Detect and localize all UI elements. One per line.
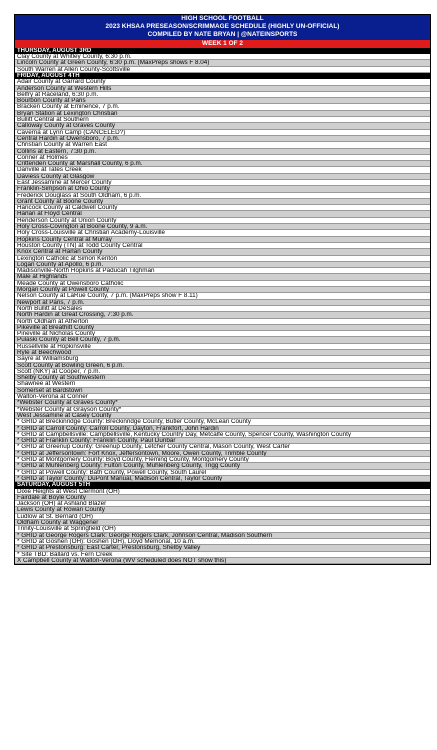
- week-banner: WEEK 1 OF 2: [15, 40, 430, 48]
- game-row: * GRID at Campbellsville: Campbellsville, Kentucky Country Day, Metcalfe County, Spencer County, Washington County: [15, 432, 430, 438]
- game-row: Meade County at Owensboro Catholic: [15, 281, 430, 287]
- game-row: * GRID at Franklin County: Franklin County, Paul Dunbar: [15, 438, 430, 444]
- game-row: Morgan County at Powell County: [15, 287, 430, 293]
- game-row: * Site TBD: Ballard vs. Fern Creek: [15, 552, 430, 558]
- game-row: Frederick Douglass at South Oldham, 6 p.m.: [15, 193, 430, 199]
- game-row: Calloway County at Graves County: [15, 123, 430, 129]
- game-row: North Oldham at Atherton: [15, 319, 430, 325]
- game-row: Madisonville-North Hopkins at Paducah Tilghman: [15, 268, 430, 274]
- game-row: Russellville at Hopkinsville: [15, 344, 430, 350]
- game-row: *Webster County at Grayson County*: [15, 407, 430, 413]
- game-row: Nelson County at LaRue County, 7 p.m. (MaxPreps show F 8.11): [15, 293, 430, 299]
- game-row: * GRID at Breckinridge County: Breckinridge County, Butler County, McLean County: [15, 419, 430, 425]
- game-row: Bracken County at Eminence, 7 p.m.: [15, 104, 430, 110]
- game-row: * GRID at Greenup County: Greenup County, Letcher County Central, Mason County, West Carter: [15, 444, 430, 450]
- game-row: Hancock County at Caldwell County: [15, 205, 430, 211]
- game-row: * GRID at Prestonsburg: East Carter, Prestonsburg, Shelby Valley: [15, 545, 430, 551]
- game-row: * GRID at Goshen (OH): Goshen (OH), Lloyd Memorial, 10 a.m.: [15, 539, 430, 545]
- game-row: Logan County at Apollo, 6 p.m.: [15, 262, 430, 268]
- game-row: Belfry at Raceland, 6:30 p.m.: [15, 92, 430, 98]
- game-row: North Bullitt at DeSales: [15, 306, 430, 312]
- game-row: Clay County at Whitley County, 6:30 p.m.: [15, 54, 430, 60]
- game-row: Bourbon County at Paris: [15, 98, 430, 104]
- game-row: Walton-Verona at Conner: [15, 394, 430, 400]
- game-row: East Jessamine at Mercer County: [15, 180, 430, 186]
- schedule-days: [15, 48, 430, 564]
- header-subtitle: 2023 KHSAA PRESEASON/SCRIMMAGE SCHEDULE (HIGHLY UN-OFFICIAL): [15, 23, 430, 31]
- game-row: Collins at Eastern, 7:30 p.m.: [15, 149, 430, 155]
- header-credit: COMPILED BY NATE BRYAN | @NATEINSPORTS: [15, 31, 430, 39]
- game-row: * GRID at George Rogers Clark: George Rogers Clark, Johnson Central, Madison Southern: [15, 533, 430, 539]
- game-row: Henderson County at Union County: [15, 218, 430, 224]
- game-row: North Hardin at Great Crossing, 7:30 p.m.: [15, 312, 430, 318]
- game-row: Bullitt Central at Southern: [15, 117, 430, 123]
- game-row: Sayre at Williamsburg: [15, 356, 430, 362]
- game-row: *Webster County at Graves County*: [15, 400, 430, 406]
- game-row: Central Hardin at Owensboro, 7 p.m.: [15, 136, 430, 142]
- game-row: Franklin-Simpson at Ohio County: [15, 186, 430, 192]
- game-row: Adair County at Garrard County: [15, 79, 430, 85]
- game-row: * GRID at Muhlenberg County: Fulton County, Muhlenberg County, Trigg County: [15, 463, 430, 469]
- game-row: * GRID at Montgomery County: Boyd County, Fleming County, Montgomery County: [15, 457, 430, 463]
- game-row: Crittenden County at Marshall County, 6 p.m.: [15, 161, 430, 167]
- game-row: Ludlow at St. Bernard (OH): [15, 514, 430, 520]
- day-header: THURSDAY, AUGUST 3RD: [15, 48, 430, 54]
- game-row: Anderson County at Western Hills: [15, 86, 430, 92]
- game-row: Ryle at Beechwood: [15, 350, 430, 356]
- game-row: Danville at Tates Creek: [15, 167, 430, 173]
- header-title: HIGH SCHOOL FOOTBALL: [15, 15, 430, 23]
- schedule-sheet: [14, 14, 431, 565]
- game-row: Oldham County at Waggener: [15, 520, 430, 526]
- game-row: Houston County (TN) at Todd County Central: [15, 243, 430, 249]
- day-header: FRIDAY, AUGUST 4TH: [15, 73, 430, 79]
- game-row: Lexington Catholic at Simon Kenton: [15, 256, 430, 262]
- game-row: Scott County at Bowling Green, 6 p.m.: [15, 363, 430, 369]
- day-header: SATURDAY, AUGUST 5TH: [15, 482, 430, 488]
- game-row: Holy Cross-Louisville at Christian Academy-Louisville: [15, 230, 430, 236]
- game-row: Caverna at Lynn Camp (CANCELED?): [15, 130, 430, 136]
- game-row: Fairdale at Boyle County: [15, 495, 430, 501]
- game-row: Lewis County at Rowan County: [15, 507, 430, 513]
- game-row: Shelby County at Southwestern: [15, 375, 430, 381]
- game-row: * GRID at Jeffersontown: Fort Knox, Jeffersontown, Moore, Owen County, Trimble County: [15, 451, 430, 457]
- game-row: Harlan at Floyd Central: [15, 211, 430, 217]
- game-row: * GRID at Carroll County: Carroll County, Dayton, Frankfort, John Hardin: [15, 426, 430, 432]
- game-row: Male at Highlands: [15, 274, 430, 280]
- game-row: Knox Central at Harlan County: [15, 249, 430, 255]
- game-row: Jackson (OH) at Ashland Blazer: [15, 501, 430, 507]
- game-row: Daviess County at Glasgow: [15, 174, 430, 180]
- game-row: Shawnee at Western: [15, 381, 430, 387]
- game-row: * GRID at Taylor County: DuPont Manual, Madison Central, Taylor County: [15, 476, 430, 482]
- game-row: Lincoln County at Green County, 6:30 p.m. (MaxPreps shows F 8.04): [15, 60, 430, 66]
- game-row: * GRID at Powell County: Bath County, Powell County, South Laurel: [15, 470, 430, 476]
- game-row: Grant County at Boone County: [15, 199, 430, 205]
- game-row: Conner at Holmes: [15, 155, 430, 161]
- game-row: South Warren at Allen County-Scottsville: [15, 67, 430, 73]
- game-row: Somerset at Bardstown: [15, 388, 430, 394]
- game-row: Bryan Station at Lexington Christian: [15, 111, 430, 117]
- game-row: Christian County at Warren East: [15, 142, 430, 148]
- game-row: Scott (NKY) at Cooper, 7 p.m.: [15, 369, 430, 375]
- game-row: X Campbell County at Walton-Verona (WV scheduled does NOT show this): [15, 558, 430, 564]
- game-row: Dixie Heights at West Clermont (OH): [15, 489, 430, 495]
- game-row: Newport at Paris, 7 p.m.: [15, 300, 430, 306]
- game-row: Pikeville at Breathitt County: [15, 325, 430, 331]
- game-row: Hopkins County Central at Murray: [15, 237, 430, 243]
- game-row: West Jessamine at Casey County: [15, 413, 430, 419]
- game-row: Pulaski County at Bell County, 7 p.m.: [15, 337, 430, 343]
- game-row: Trinity-Louisville at Springfield (OH): [15, 526, 430, 532]
- game-row: Holy Cross-Covington at Boone County, 9 a.m.: [15, 224, 430, 230]
- game-row: Pineville at Nicholas County: [15, 331, 430, 337]
